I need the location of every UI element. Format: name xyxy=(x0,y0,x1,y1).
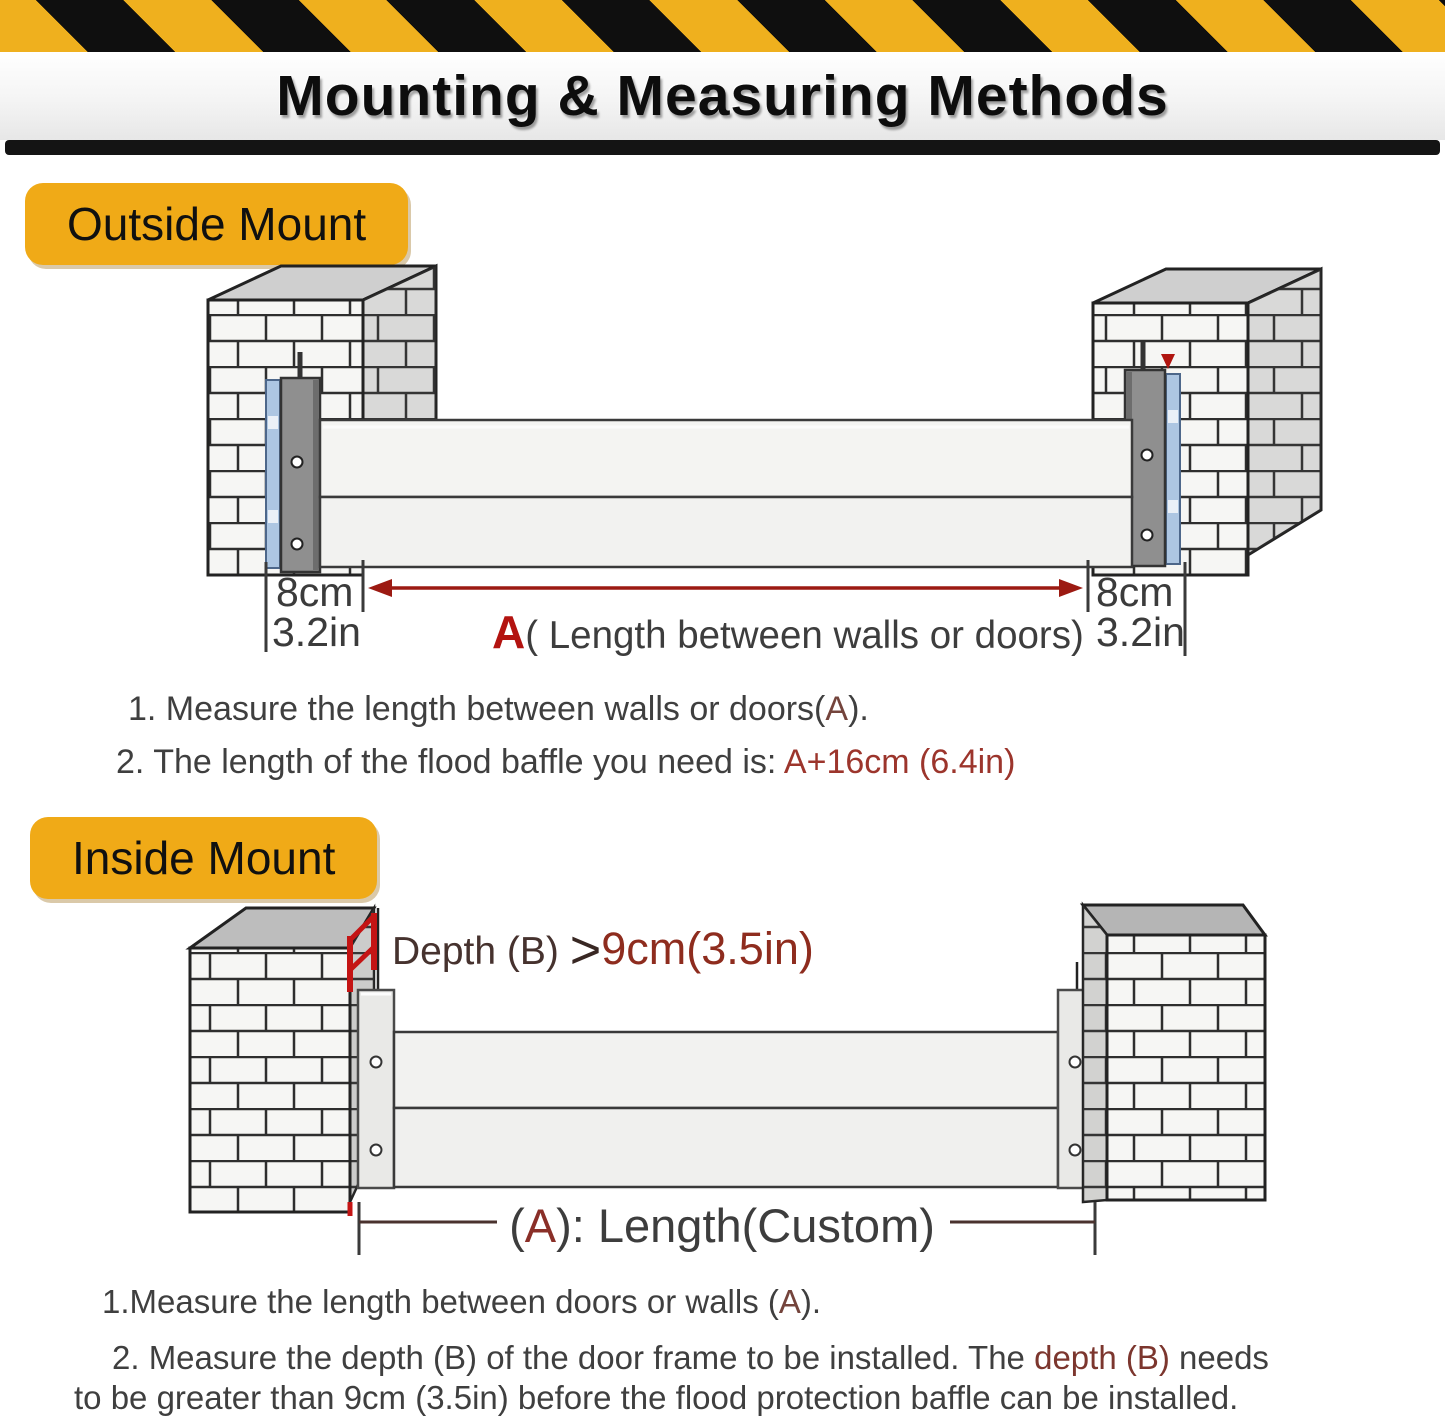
dimension-arrow-A xyxy=(368,579,1083,597)
title-band xyxy=(0,52,1445,140)
inside-mount-diagram xyxy=(0,900,1445,1275)
screw-hole xyxy=(1142,530,1153,541)
inside-step-2-continued: to be greater than 9cm (3.5in) before the flood protection baffle can be installed. xyxy=(74,1379,1239,1416)
left-overlap-in: 3.2in xyxy=(272,609,361,655)
inside-instructions xyxy=(74,1283,1269,1417)
screw-hole xyxy=(1070,1057,1081,1068)
inside-mount-badge-label: Inside Mount xyxy=(72,832,336,884)
length-a-label: A( Length between walls or doors) xyxy=(492,606,1084,658)
left-overlap-cm: 8cm xyxy=(276,569,354,615)
screw-hole xyxy=(1142,450,1153,461)
outside-mount-badge-label: Outside Mount xyxy=(67,198,367,250)
screw-hole xyxy=(292,539,303,550)
outside-step-1: 1. Measure the length between walls or doors(A). xyxy=(128,690,869,728)
screw-hole xyxy=(371,1145,382,1156)
right-overlap-cm: 8cm xyxy=(1096,569,1174,615)
outside-barrier-panels xyxy=(320,420,1132,567)
inside-left-pillar xyxy=(190,908,374,1212)
outside-mount-diagram xyxy=(0,262,1445,685)
outside-dimension xyxy=(266,560,1185,658)
inside-right-pillar xyxy=(1083,905,1265,1202)
outside-step-2: 2. The length of the flood baffle you need is: A+16cm (6.4in) xyxy=(116,743,1016,781)
length-custom-label: (A): Length(Custom) xyxy=(509,1199,935,1252)
right-guide-strip xyxy=(1166,374,1180,564)
caution-stripe-banner xyxy=(0,0,1445,52)
left-guide-strip xyxy=(266,380,280,568)
outside-instructions xyxy=(116,690,1015,782)
inside-dimension xyxy=(359,1199,1095,1255)
screw-hole xyxy=(1070,1145,1081,1156)
inside-left-bracket xyxy=(358,990,394,1188)
inside-barrier-panels xyxy=(394,1032,1058,1187)
outside-mount-badge xyxy=(25,183,408,265)
page-title: Mounting & Measuring Methods xyxy=(276,64,1169,128)
inside-step-2: 2. Measure the depth (B) of the door frame to be installed. The depth (B) needs xyxy=(112,1339,1269,1376)
depth-label: Depth (B) >9cm(3.5in) xyxy=(392,920,814,980)
right-overlap-in: 3.2in xyxy=(1096,609,1185,655)
screw-hole xyxy=(292,457,303,468)
screw-hole xyxy=(371,1057,382,1068)
inside-mount-badge xyxy=(30,817,377,899)
inside-step-1: 1.Measure the length between doors or walls (A). xyxy=(102,1283,822,1320)
outside-left-bracket xyxy=(266,352,320,572)
header-divider-bar xyxy=(5,140,1440,155)
